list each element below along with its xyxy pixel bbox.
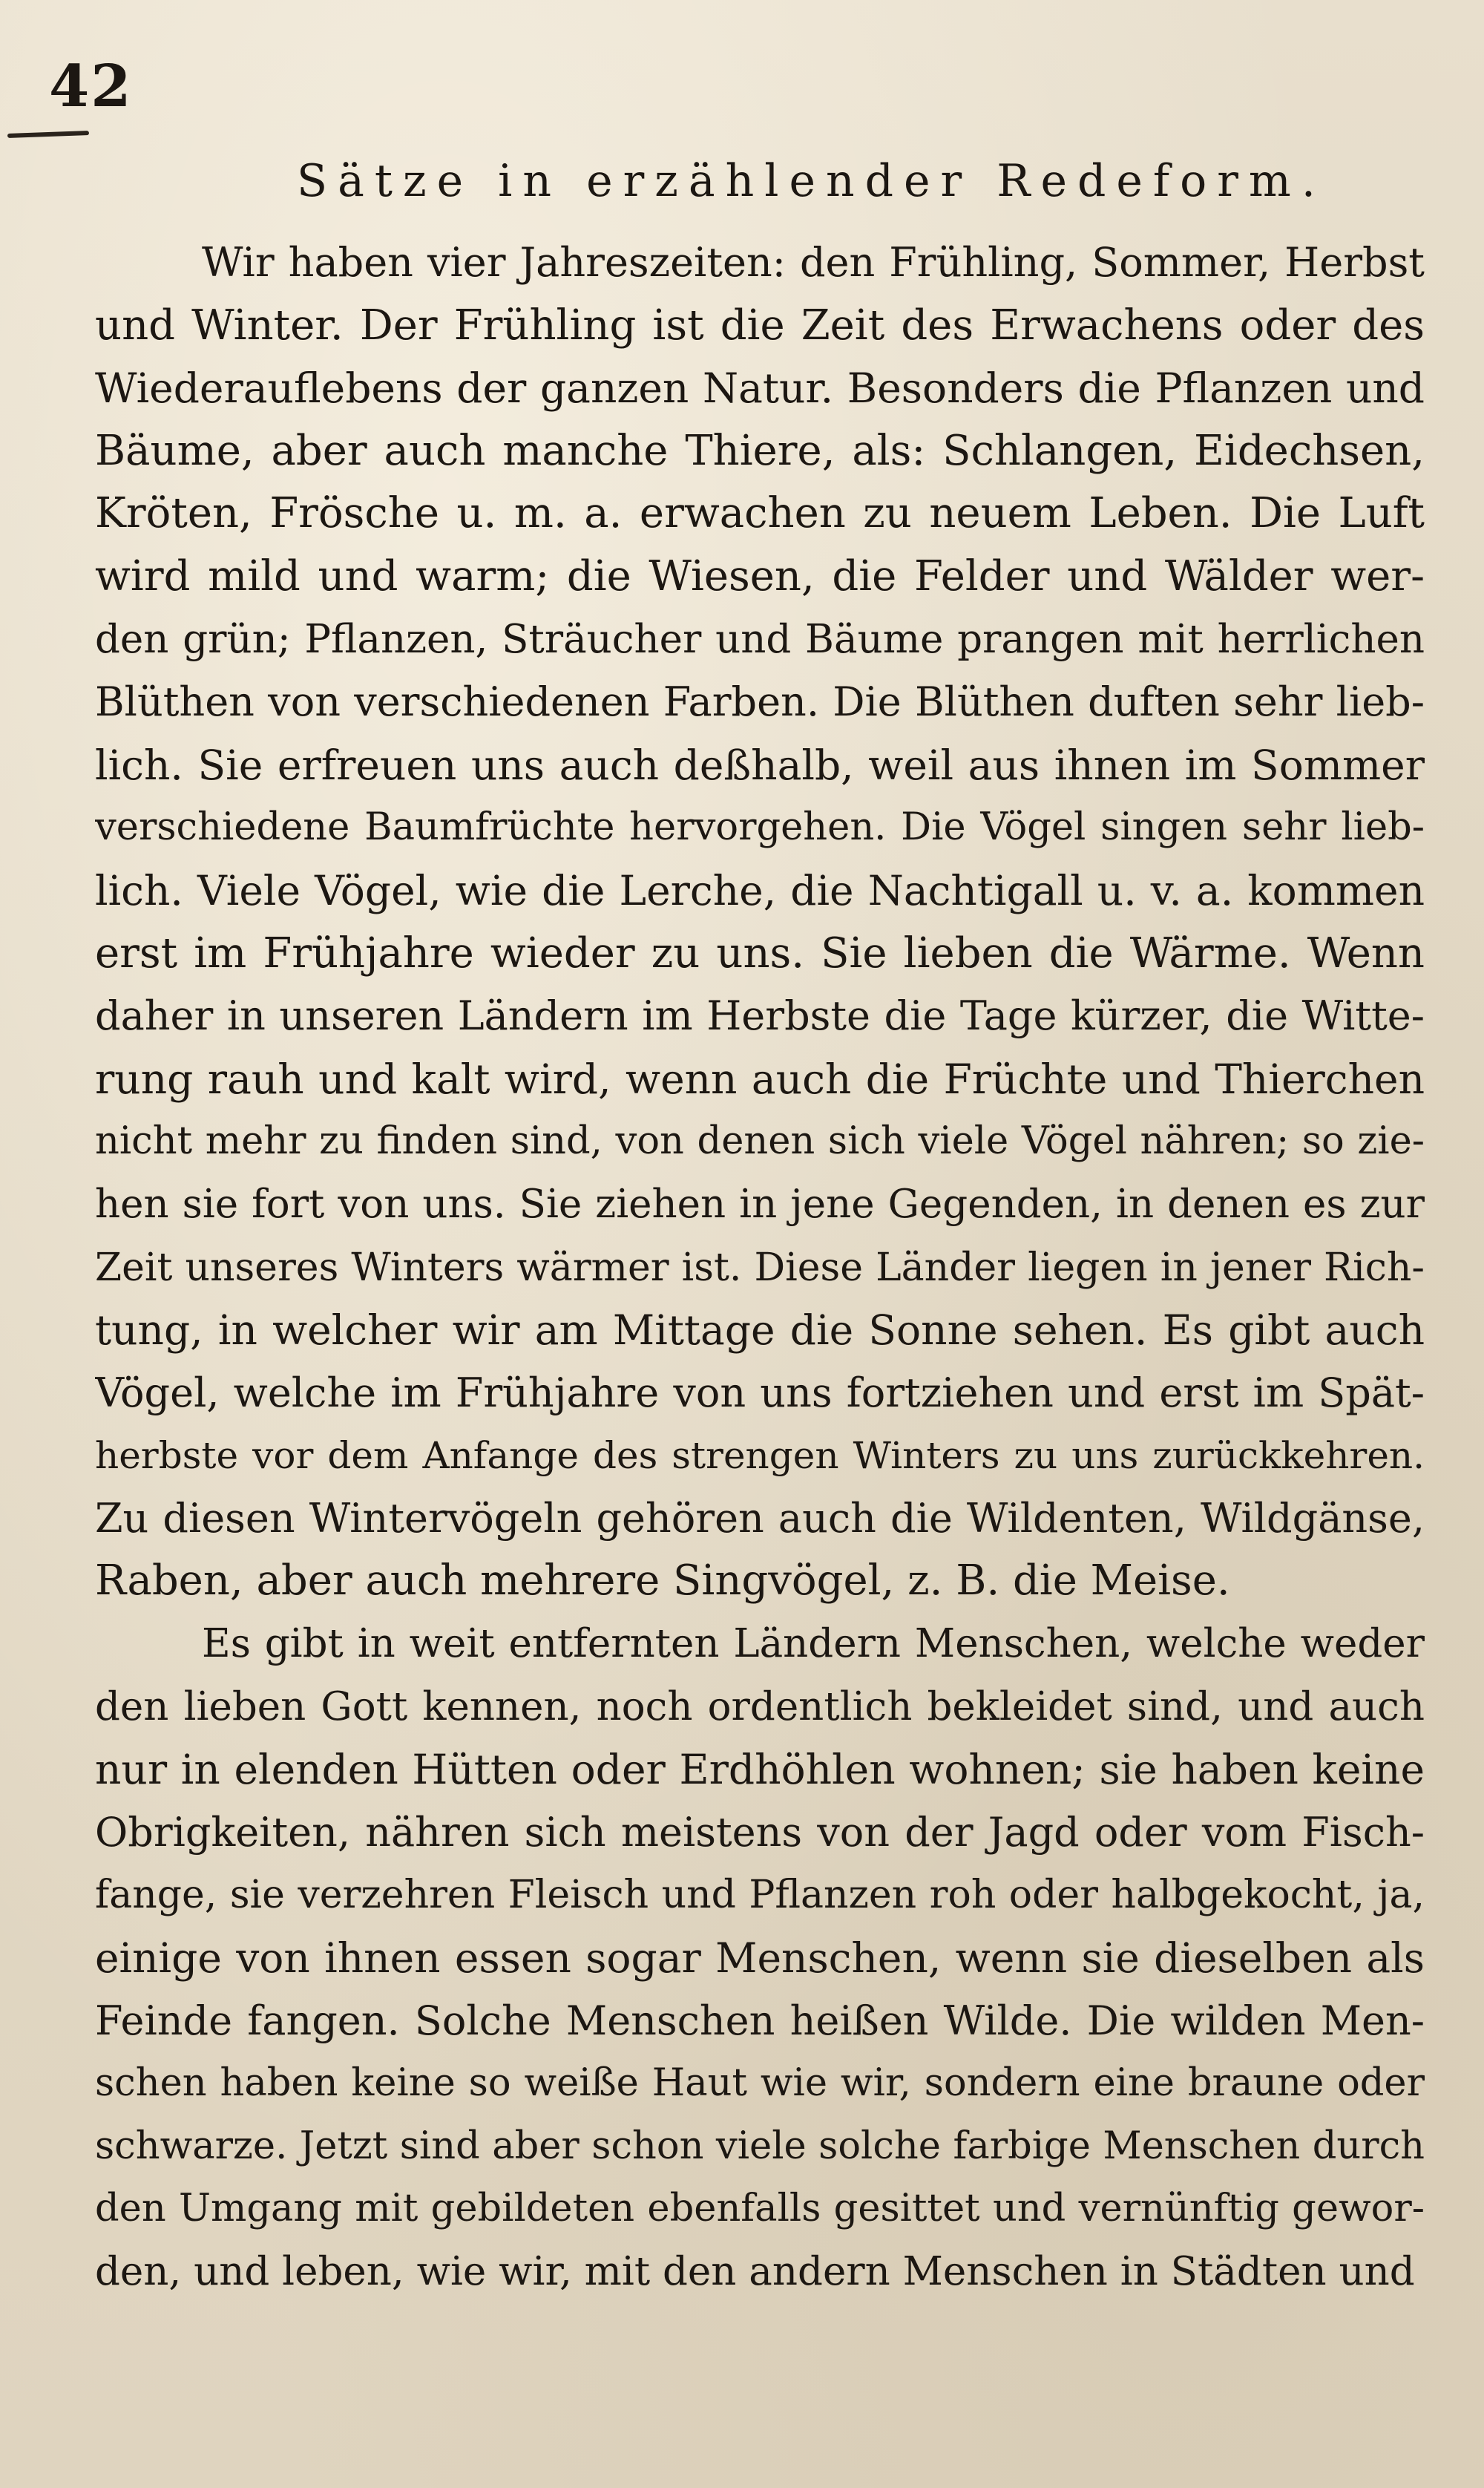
text-line: tung, in welcher wir am Mittage die Sonne sehen. Es gibt auch	[95, 1306, 1425, 1355]
text-line: Bäume, aber auch manche Thiere, als: Schlangen, Eidechsen,	[95, 426, 1425, 475]
text-line: Es gibt in weit entfernten Ländern Menschen, welche weder	[202, 1621, 1425, 1667]
text-line: Blüthen von verschiedenen Farben. Die Blüthen duften sehr lieb-	[95, 678, 1425, 726]
text-line: hen sie fort von uns. Sie ziehen in jene Gegenden, in denen es zur	[95, 1181, 1425, 1227]
text-line: den grün; Pflanzen, Sträucher und Bäume prangen mit herrlichen	[95, 616, 1425, 662]
text-line: Vögel, welche im Frühjahre von uns fortziehen und erst im Spät-	[95, 1369, 1425, 1416]
body-text	[95, 232, 1425, 2304]
text-line: rung rauh und kalt wird, wenn auch die Früchte und Thierchen	[95, 1055, 1425, 1103]
text-line: erst im Frühjahre wieder zu uns. Sie lieben die Wärme. Wenn	[95, 929, 1425, 978]
text-line: Obrigkeiten, nähren sich meistens von der Jagd oder vom Fisch-	[95, 1808, 1425, 1856]
text-line: nur in elenden Hütten oder Erdhöhlen wohnen; sie haben keine	[95, 1746, 1425, 1794]
text-line: den Umgang mit gebildeten ebenfalls gesittet und vernünftig gewor-	[95, 2187, 1425, 2231]
text-line: lich. Sie erfreuen uns auch deßhalb, weil aus ihnen im Sommer	[95, 741, 1425, 789]
text-line: schwarze. Jetzt sind aber schon viele solche farbige Menschen durch	[95, 2124, 1425, 2168]
ink-smudge	[7, 131, 89, 138]
text-line: daher in unseren Ländern im Herbste die Tage kürzer, die Witte-	[95, 992, 1425, 1040]
text-line: den lieben Gott kennen, noch ordentlich bekleidet sind, und auch	[95, 1683, 1425, 1729]
text-line: Wir haben vier Jahreszeiten: den Frühling, Sommer, Herbst	[202, 239, 1425, 286]
text-line: verschiedene Baumfrüchte hervorgehen. Die Vögel singen sehr lieb-	[95, 805, 1425, 850]
text-line: wird mild und warm; die Wiesen, die Felder und Wälder wer-	[95, 551, 1425, 600]
text-line: schen haben keine so weiße Haut wie wir, sondern eine braune oder	[95, 2061, 1425, 2106]
text-line: Raben, aber auch mehrere Singvögel, z. B. die Meise.	[95, 1556, 1230, 1605]
section-heading: Sätze in erzählender Redeform.	[297, 155, 1326, 207]
text-line: Kröten, Frösche u. m. a. erwachen zu neuem Leben. Die Luft	[95, 489, 1425, 538]
text-line: einige von ihnen essen sogar Menschen, wenn sie dieselben als	[95, 1934, 1425, 1983]
text-line: Wiederauflebens der ganzen Natur. Besonders die Pflanzen und	[95, 364, 1425, 413]
text-line: den, und leben, wie wir, mit den andern Menschen in Städten und	[95, 2249, 1415, 2294]
text-line: Feinde fangen. Solche Menschen heißen Wilde. Die wilden Men-	[95, 1997, 1425, 2044]
text-line: nicht mehr zu finden sind, von denen sich viele Vögel nähren; so zie-	[95, 1119, 1425, 1164]
text-line: fange, sie verzehren Fleisch und Pflanzen roh oder halbgekocht, ja,	[95, 1873, 1425, 1918]
text-line: herbste vor dem Anfange des strengen Winters zu uns zurückkehren.	[95, 1434, 1425, 1478]
text-line: lich. Viele Vögel, wie die Lerche, die Nachtigall u. v. a. kommen	[95, 866, 1425, 914]
page-number: 42	[49, 53, 133, 120]
text-line: und Winter. Der Frühling ist die Zeit des Erwachens oder des	[95, 301, 1425, 350]
text-line: Zu diesen Wintervögeln gehören auch die Wildenten, Wildgänse,	[95, 1494, 1425, 1542]
text-line: Zeit unseres Winters wärmer ist. Diese Länder liegen in jener Rich-	[95, 1245, 1425, 1290]
